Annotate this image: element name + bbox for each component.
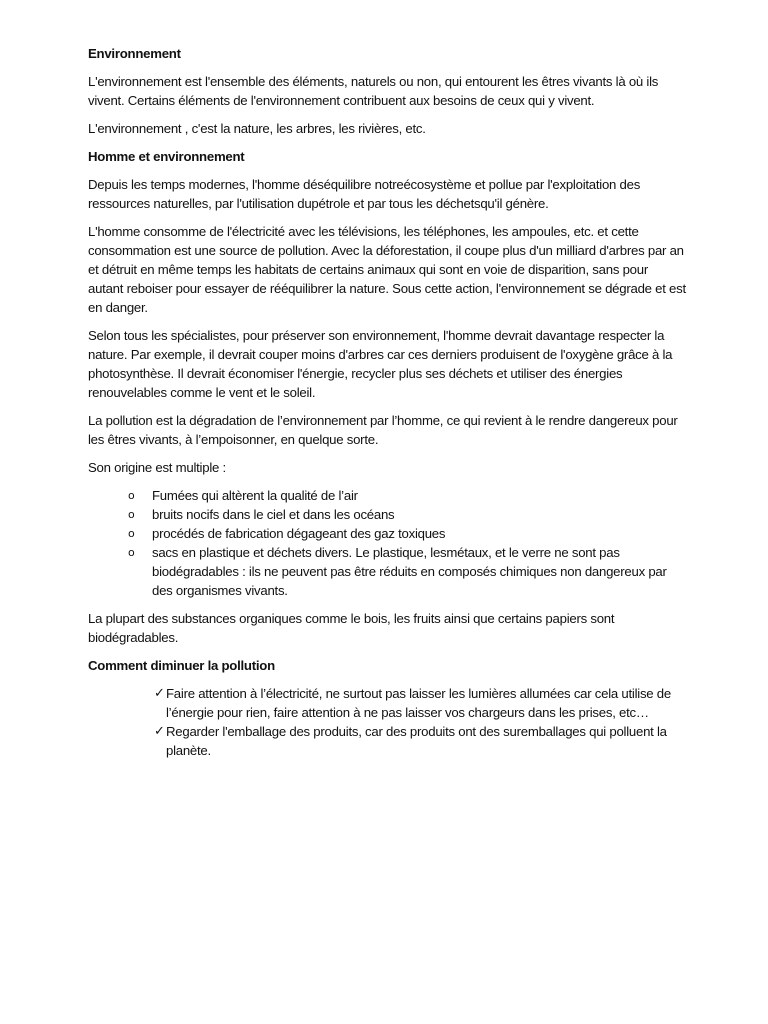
section-heading-homme: Homme et environnement xyxy=(88,149,245,164)
list-item xyxy=(88,684,686,722)
checkmark-icon: ✓ xyxy=(154,686,165,701)
tips-list xyxy=(88,684,686,760)
intro-paragraph-1: L'environnement est l'ensemble des éléments, naturels ou non, qui entourent les êtres vivants là où ils vivent. Certains éléments de l'environnement contribuent aux besoins de ceux qui y vivent. xyxy=(88,74,659,108)
section-heading-reduce-pollution: Comment diminuer la pollution xyxy=(88,658,275,673)
circle-bullet-icon: o xyxy=(128,527,135,540)
intro-paragraph-2: L'environnement , c'est la nature, les arbres, les rivières, etc. xyxy=(88,121,426,136)
list-item xyxy=(88,722,686,760)
list-item xyxy=(88,524,686,543)
paragraph-biodegradable: La plupart des substances organiques comme le bois, les fruits ainsi que certains papiers sont biodégradables. xyxy=(88,611,615,645)
paragraph-origin-intro: Son origine est multiple : xyxy=(88,460,226,475)
list-item-text: Faire attention à l’électricité, ne surtout pas laisser les lumières allumées car cela utilise de l’énergie pour rien, faire attention à ne pas laisser vos chargeurs dans les prises, etc… xyxy=(166,686,671,720)
list-item xyxy=(88,505,686,524)
origin-list xyxy=(88,486,686,600)
list-item-text: bruits nocifs dans le ciel et dans les océans xyxy=(152,507,395,522)
circle-bullet-icon: o xyxy=(128,508,135,521)
list-item-text: Fumées qui altèrent la qualité de l’air xyxy=(152,488,358,503)
document-page xyxy=(88,44,686,760)
paragraph-pollution-definition: La pollution est la dégradation de l’environnement par l’homme, ce qui revient à le rendre dangereux pour les êtres vivants, à l’empoisonner, en quelque sorte. xyxy=(88,413,678,447)
list-item-text: sacs en plastique et déchets divers. Le plastique, lesmétaux, et le verre ne sont pas biodégradables : ils ne peuvent pas être réduits en composés chimiques non dangereux par des organismes vivants. xyxy=(152,545,667,598)
list-item xyxy=(88,543,686,600)
circle-bullet-icon: o xyxy=(128,546,135,559)
paragraph-modern-times: Depuis les temps modernes, l'homme déséquilibre notreécosystème et pollue par l'exploitation des ressources naturelles, par l'utilisation dupétrole et par tous les déchetsqu'il génère. xyxy=(88,177,641,211)
paragraph-specialists: Selon tous les spécialistes, pour préserver son environnement, l'homme devrait davantage respecter la nature. Par exemple, il devrait couper moins d'arbres car ces derniers produisent de l'oxygène grâce à la photosynthèse. Il devrait économiser l'énergie, recycler plus ses déchets et utiliser des énergies renouvelables comme le vent et le soleil. xyxy=(88,328,673,400)
checkmark-icon: ✓ xyxy=(154,724,165,739)
circle-bullet-icon: o xyxy=(128,489,135,502)
list-item-text: Regarder l'emballage des produits, car des produits ont des suremballages qui polluent la planète. xyxy=(166,724,667,758)
paragraph-consumption: L'homme consomme de l'électricité avec les télévisions, les téléphones, les ampoules, etc. et cette consommation est une source de pollution. Avec la déforestation, il coupe plus d'un milliard d'arbres par an et détruit en même temps les habitats de certains animaux qui sont en voie de disparition, sans pour autant reboiser pour essayer de rééquilibrer la nature. Sous cette action, l'environnement se dégrade et est en danger. xyxy=(88,224,686,315)
list-item xyxy=(88,486,686,505)
document-title: Environnement xyxy=(88,46,181,61)
list-item-text: procédés de fabrication dégageant des gaz toxiques xyxy=(152,526,446,541)
